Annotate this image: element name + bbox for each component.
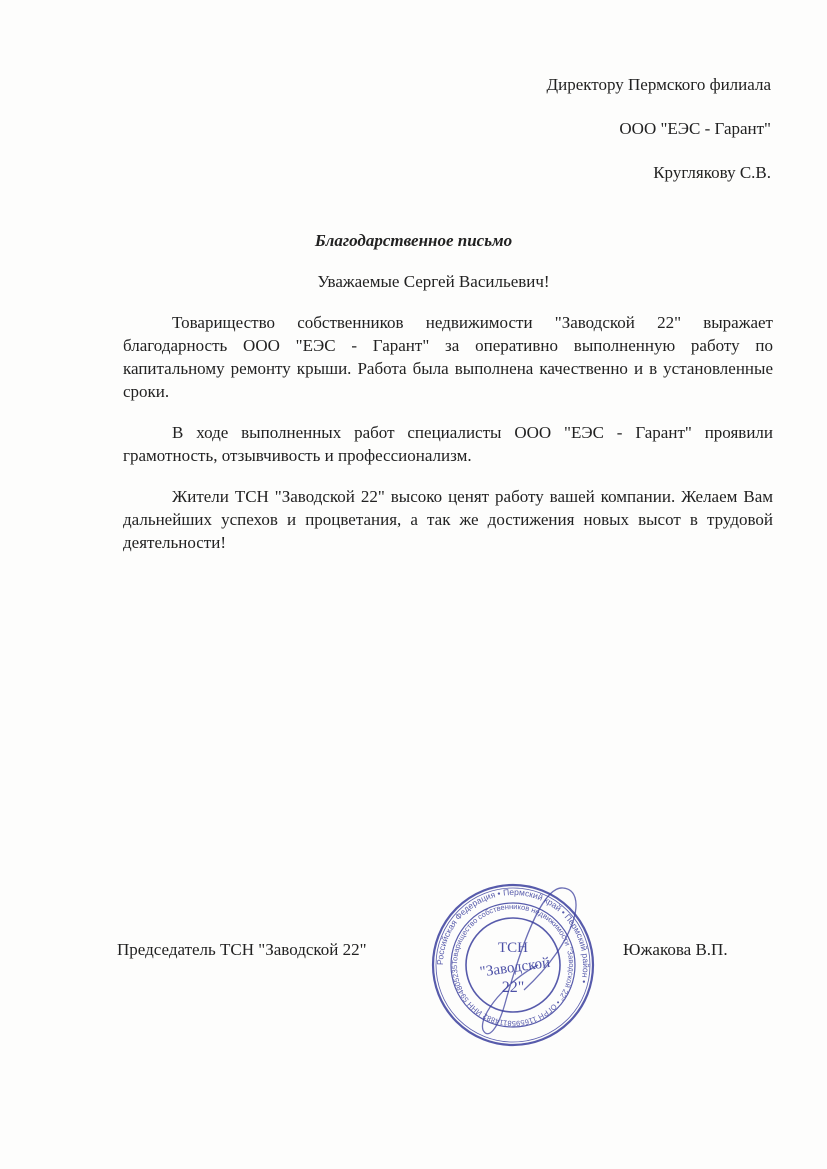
stamp-seal-icon [428,880,598,1050]
addressee-line-1: Директору Пермского филиала [546,75,771,94]
salutation: Уважаемые Сергей Васильевич! [317,272,550,291]
signer-position: Председатель ТСН "Заводской 22" [117,940,367,959]
stamp-center-line-2: "Заводской [478,954,552,981]
stamp-outer-ring-text: Российская Федерация • Пермский край • Пермский район • [434,886,592,985]
addressee-block [547,74,772,206]
stamp-center-line-3: 22" [501,979,525,996]
stamp-inner-ring-text: Товарищество собственников недвижимости "Заводской 22" • ОГРН 1165958114882 ИНН 594805235 [449,901,577,1029]
addressee-line-3: Круглякову С.В. [653,163,771,182]
addressee-line-2: ООО "ЕЭС - Гарант" [619,119,771,138]
paragraph-3: Жители ТСН "Заводской 22" высоко ценят работу вашей компании. Желаем Вам дальнейших успехов и процветания, а так же достижения новых высот в трудовой деятельности! [123,487,773,552]
signer-name: Южакова В.П. [623,940,728,959]
organization-stamp [428,880,598,1050]
letter-title: Благодарственное письмо [314,231,513,250]
paragraph-1: Товарищество собственников недвижимости "Заводской 22" выражает благодарность ООО "ЕЭС - Гарант" за оперативно выполненную работу по капитальному ремонту крыши. Работа была выполнена качественно и в установленные сроки. [123,313,773,401]
letter-body [123,311,773,572]
stamp-center-line-1: ТСН [498,940,528,956]
paragraph-2: В ходе выполненных работ специалисты ООО "ЕЭС - Гарант" проявили грамотность, отзывчивость и профессионализм. [123,423,773,465]
